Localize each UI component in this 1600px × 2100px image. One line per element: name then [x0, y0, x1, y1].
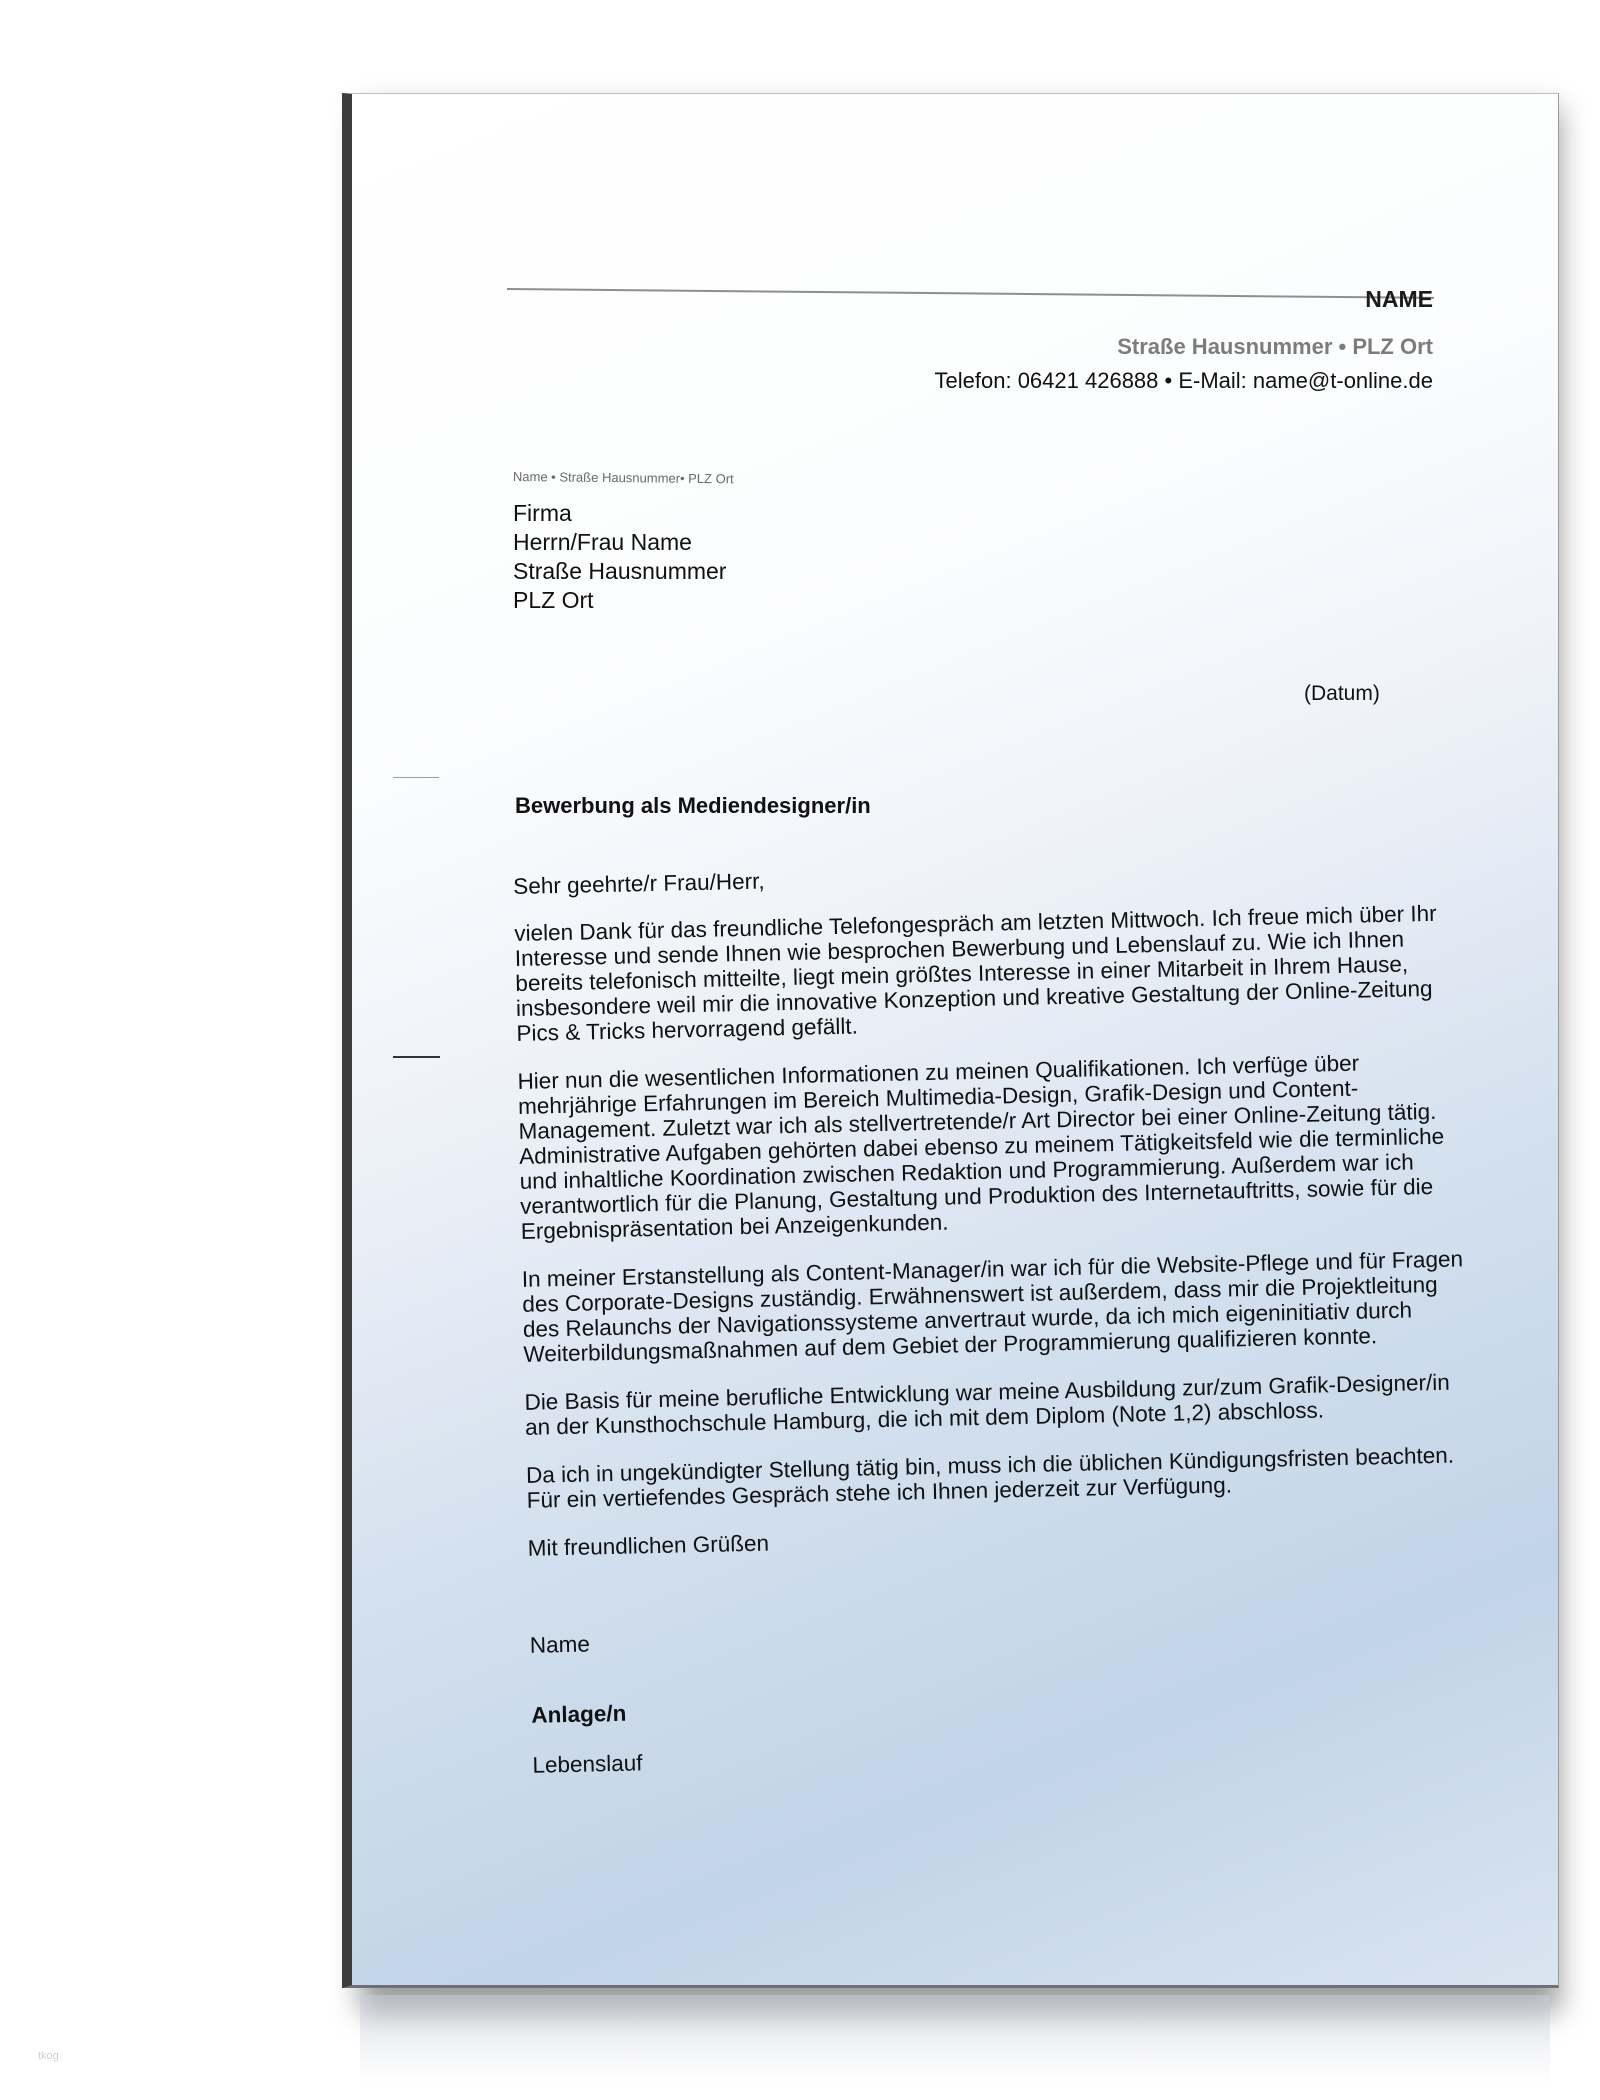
- attachments: [531, 1657, 1493, 1803]
- letter-body: [513, 853, 1494, 1826]
- closing: Mit freundlichen Grüßen: [527, 1530, 770, 1561]
- letter-subject: Bewerbung als Mediendesigner/in: [515, 793, 871, 818]
- letter-date: (Datum): [1304, 682, 1380, 705]
- letter-page: [342, 93, 1559, 1988]
- salutation: Sehr geehrte/r Frau/Herr,: [513, 868, 765, 899]
- letterhead-divider: [507, 288, 1434, 299]
- body-paragraph: Hier nun die wesentlichen Informationen zu meinen Qualifikationen. Ich verfüge über mehrjährige Erfahrungen im Bereich Multimedia-Design, Grafik-Design und Content- Management. Zuletzt war ich als stellvertretende/r Art Director bei einer Online-Zeitung tätig. Administrative Aufgaben gehörten dabei ebenso zu meinem Tätigkeitsfeld wie die terminliche und inhaltliche Koordination zwischen Redaktion und Programmierung. Außerdem war ich verantwortlich für die Planung, Gestaltung und Produktion des Internetauftritts, sowie für die Ergebnispräsentation bei Anzeigenkunden.: [517, 1050, 1445, 1244]
- body-paragraph: vielen Dank für das freundliche Telefongespräch am letzten Mittwoch. Ich freue mich über Ihr Interesse und sende Ihnen wie besprochen Bewerbung und Lebenslauf zu. Wie ich Ihnen bereits telefonisch mitteilte, liegt mein größtes Interesse in einer Mitarbeit in Ihrem Hause, insbesondere weil mir die innovative Konzeption und kreative Gestaltung der Online-Zeitung Pics & Tricks hervorragend gefällt.: [514, 900, 1437, 1046]
- recipient-city: PLZ Ort: [513, 587, 594, 613]
- page-reflection: [360, 1995, 1550, 2085]
- recipient-person: Herrn/Frau Name: [513, 529, 692, 555]
- fold-mark: [393, 777, 439, 778]
- body-paragraph: Die Basis für meine berufliche Entwicklung war meine Ausbildung zur/zum Grafik-Designer/in an der Kunsthochschule Hamburg, die ich mit dem Diplom (Note 1,2) abschloss.: [524, 1369, 1450, 1440]
- attachment-item: Lebenslauf: [532, 1750, 643, 1778]
- signature-name: Name: [529, 1631, 591, 1658]
- punch-mark: [393, 1056, 440, 1058]
- letterhead-contact: Telefon: 06421 426888 • E-Mail: name@t-online.de: [934, 368, 1433, 393]
- body-paragraph: Da ich in ungekündigter Stellung tätig bin, muss ich die üblichen Kündigungsfristen beachten. Für ein vertiefendes Gespräch stehe ich Ihnen jederzeit zur Verfügung.: [525, 1442, 1455, 1513]
- recipient-street: Straße Hausnummer: [513, 558, 727, 584]
- body-paragraph: In meiner Erstanstellung als Content-Manager/in war ich für die Website-Pflege und für Fragen des Corporate-Designs zuständig. Erwähnenswert ist außerdem, dass mir die Projektleitung des Relaunchs der Navigationssysteme anvertraut wurde, da ich mich eigeninitiativ durch Weiterbildungsmaßnahmen auf dem Gebiet der Programmierung qualifizieren konnte.: [521, 1246, 1464, 1367]
- letterhead-name: NAME: [1365, 286, 1433, 312]
- attachments-title: Anlage/n: [531, 1700, 627, 1728]
- recipient-address: [513, 499, 726, 615]
- letterhead-address: Straße Hausnummer • PLZ Ort: [1117, 334, 1433, 359]
- sender-return-line: Name • Straße Hausnummer• PLZ Ort: [512, 469, 734, 487]
- watermark-text: tkog: [38, 2050, 59, 2062]
- recipient-company: Firma: [513, 500, 572, 526]
